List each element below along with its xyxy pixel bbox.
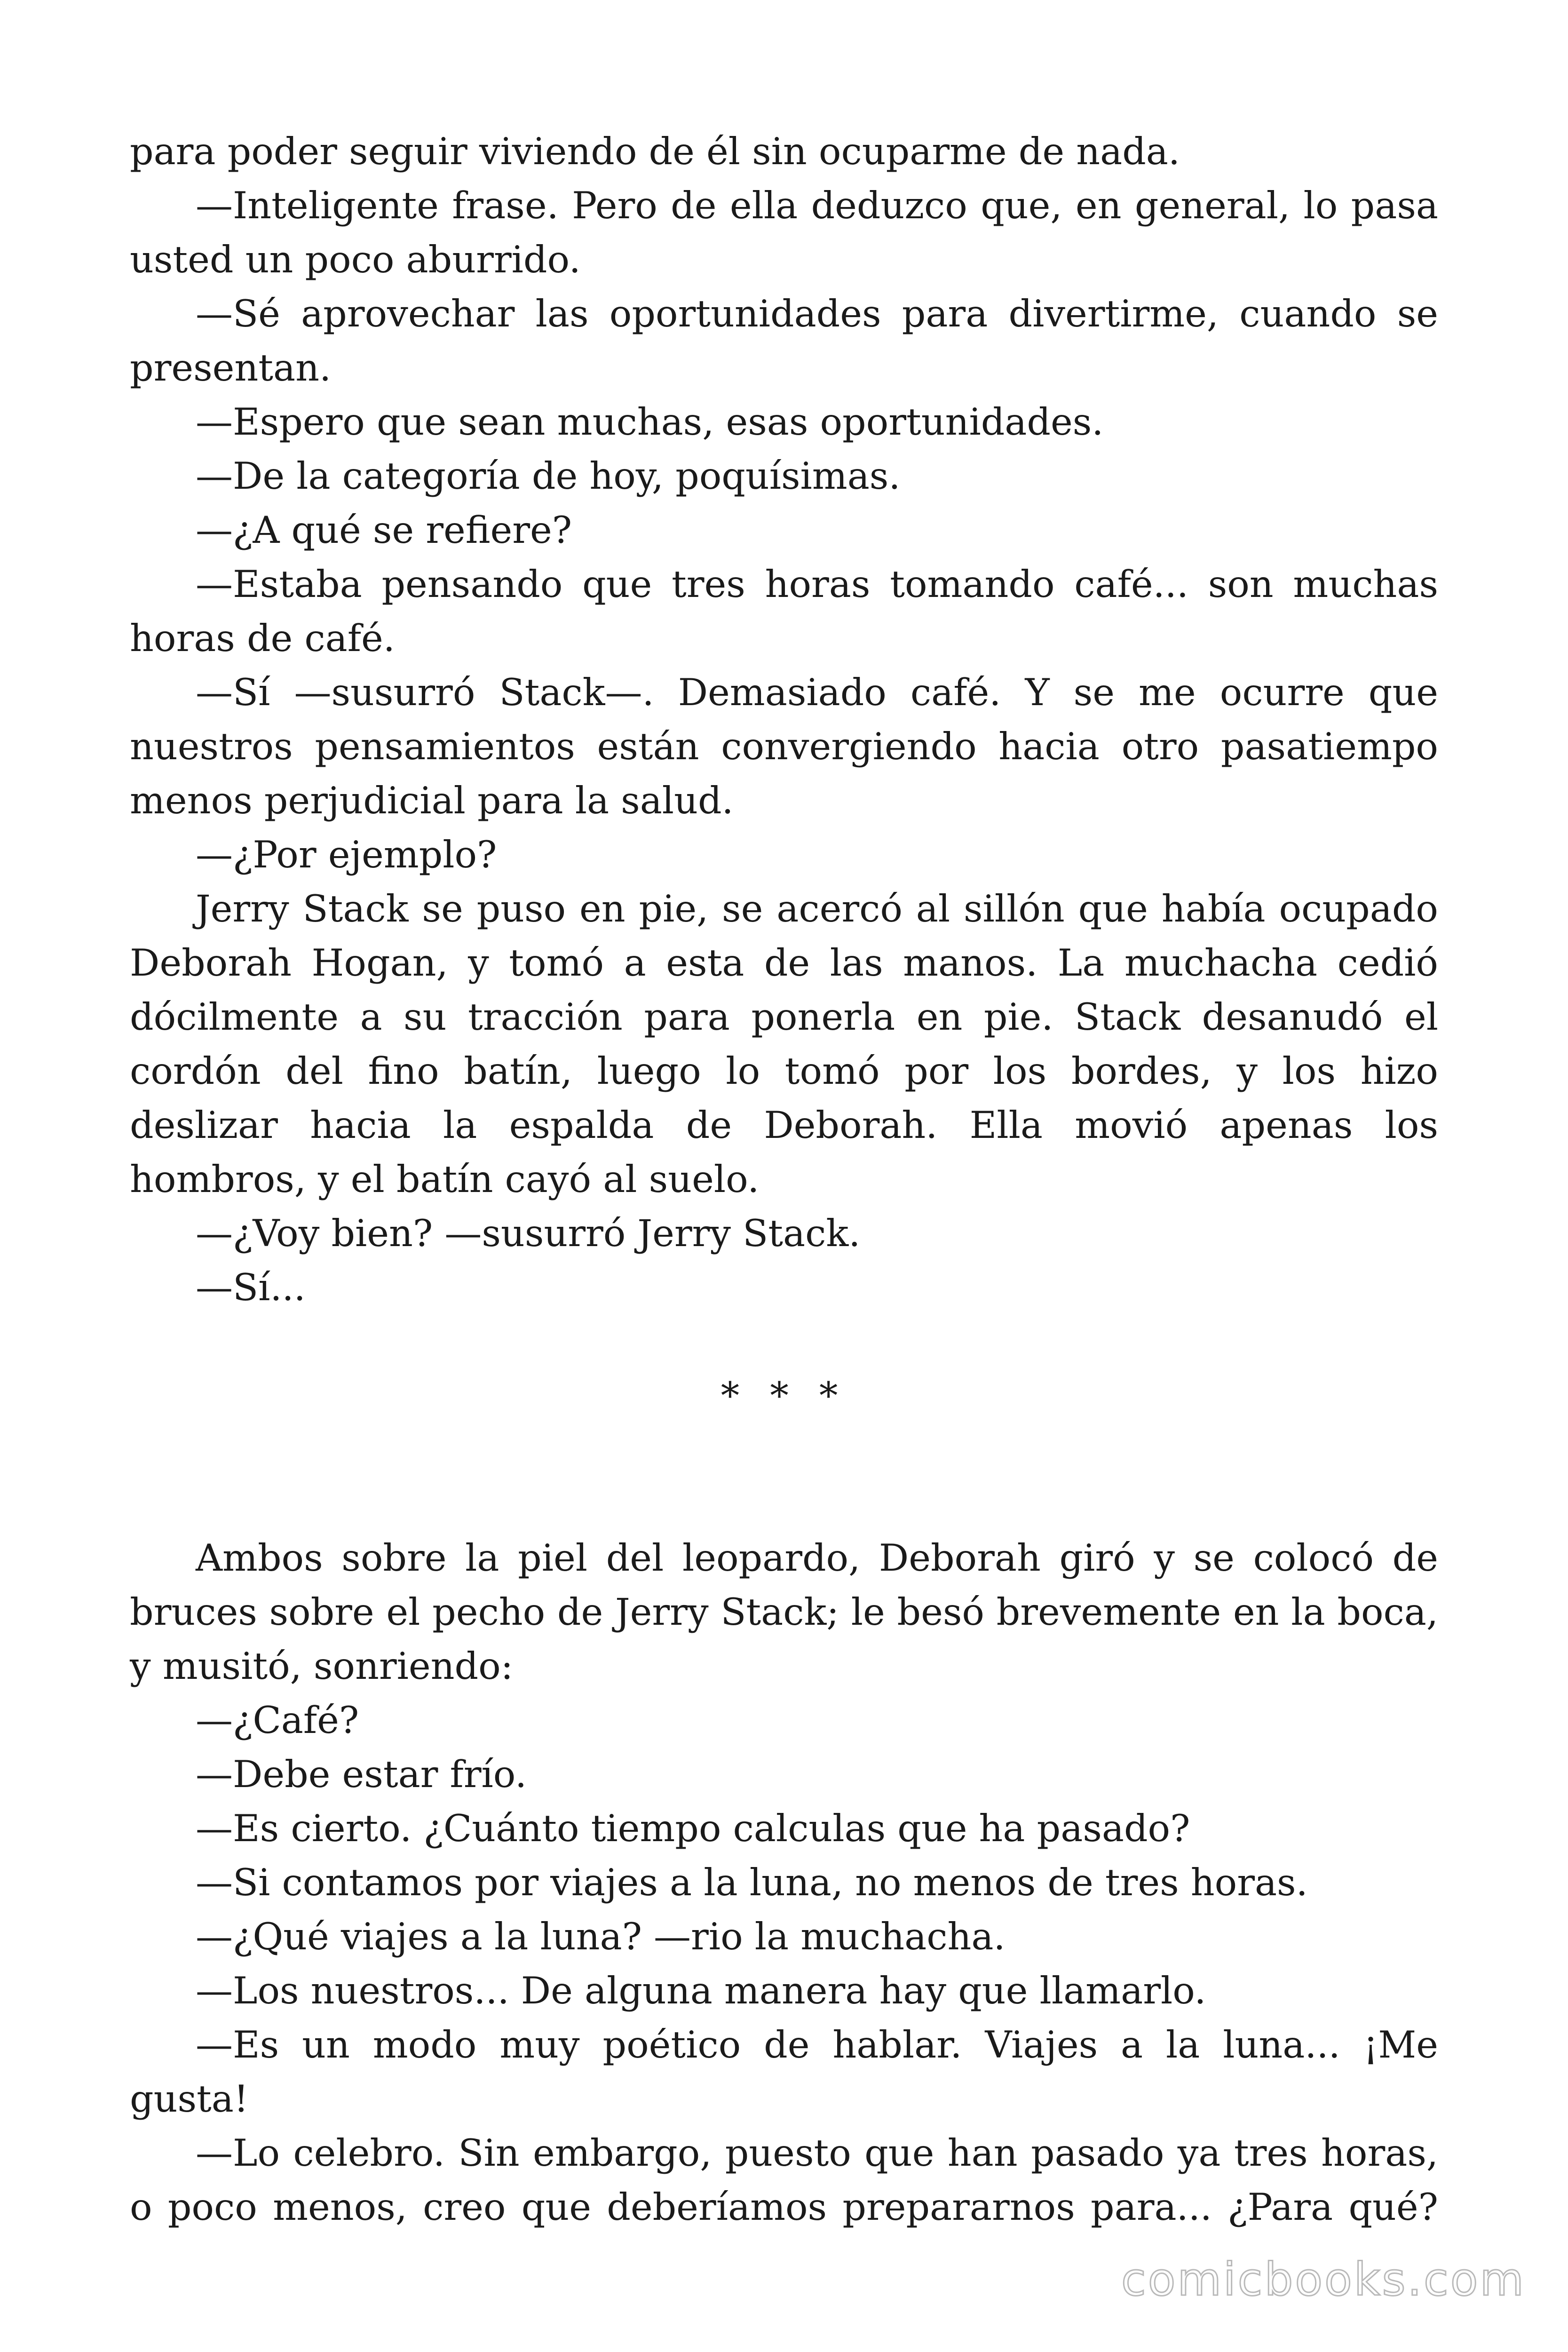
paragraph: —¿Qué viajes a la luna? —rio la muchacha. bbox=[196, 1915, 1006, 1958]
section-break-stars: * * * bbox=[721, 1374, 847, 1417]
paragraph: —¿Café? bbox=[196, 1699, 359, 1742]
paragraph: —Es un modo muy poético de hablar. Viajes a la luna... ¡Me gusta! bbox=[130, 2023, 1438, 2121]
paragraph: —Lo celebro. Sin embargo, puesto que han pasado ya tres horas, o poco menos, creo que deberíamos prepararnos para... ¿Para qué? bbox=[130, 2131, 1438, 2229]
section-break bbox=[130, 1315, 1438, 1531]
paragraph: —Sí —susurró Stack—. Demasiado café. Y se me ocurre que nuestros pensamientos están convergiendo hacia otro pasatiempo menos perjudicial para la salud. bbox=[130, 671, 1438, 822]
paragraph: —¿A qué se refiere? bbox=[196, 509, 572, 552]
paragraph: —¿Por ejemplo? bbox=[196, 833, 497, 876]
paragraph: —Si contamos por viajes a la luna, no menos de tres horas. bbox=[196, 1861, 1308, 1904]
watermark: comicbooks.com bbox=[1121, 2253, 1526, 2306]
paragraph: Ambos sobre la piel del leopardo, Deborah giró y se colocó de bruces sobre el pecho de Jerry Stack; le besó brevemente en la boca, y musitó, sonriendo: bbox=[130, 1536, 1438, 1688]
paragraph: —Sé aprovechar las oportunidades para divertirme, cuando se presentan. bbox=[130, 292, 1438, 389]
paragraph: —¿Voy bien? —susurró Jerry Stack. bbox=[196, 1212, 861, 1255]
paragraph: —Debe estar frío. bbox=[196, 1753, 527, 1796]
paragraph: —Inteligente frase. Pero de ella deduzco que, en general, lo pasa usted un poco aburrido. bbox=[130, 184, 1438, 281]
paragraph: Jerry Stack se puso en pie, se acercó al sillón que había ocupado Deborah Hogan, y tomó a esta de las manos. La muchacha cedió dócilmente a su tracción para ponerla en pie. Stack desanudó el cordón del fino batín, luego lo tomó por los bordes, y los hizo deslizar hacia la espalda de Deborah. Ella movió apenas los hombros, y el batín cayó al suelo. bbox=[130, 887, 1438, 1201]
paragraph: —Espero que sean muchas, esas oportunidades. bbox=[196, 400, 1104, 444]
book-page bbox=[130, 125, 1438, 2234]
paragraph: —De la categoría de hoy, poquísimas. bbox=[196, 454, 901, 498]
paragraph: —Los nuestros... De alguna manera hay que llamarlo. bbox=[196, 1969, 1206, 2012]
paragraph: —Es cierto. ¿Cuánto tiempo calculas que ha pasado? bbox=[196, 1807, 1190, 1850]
paragraph: —Estaba pensando que tres horas tomando café... son muchas horas de café. bbox=[130, 563, 1438, 660]
paragraph: —Sí... bbox=[196, 1266, 306, 1309]
paragraph: para poder seguir viviendo de él sin ocuparme de nada. bbox=[130, 130, 1180, 173]
